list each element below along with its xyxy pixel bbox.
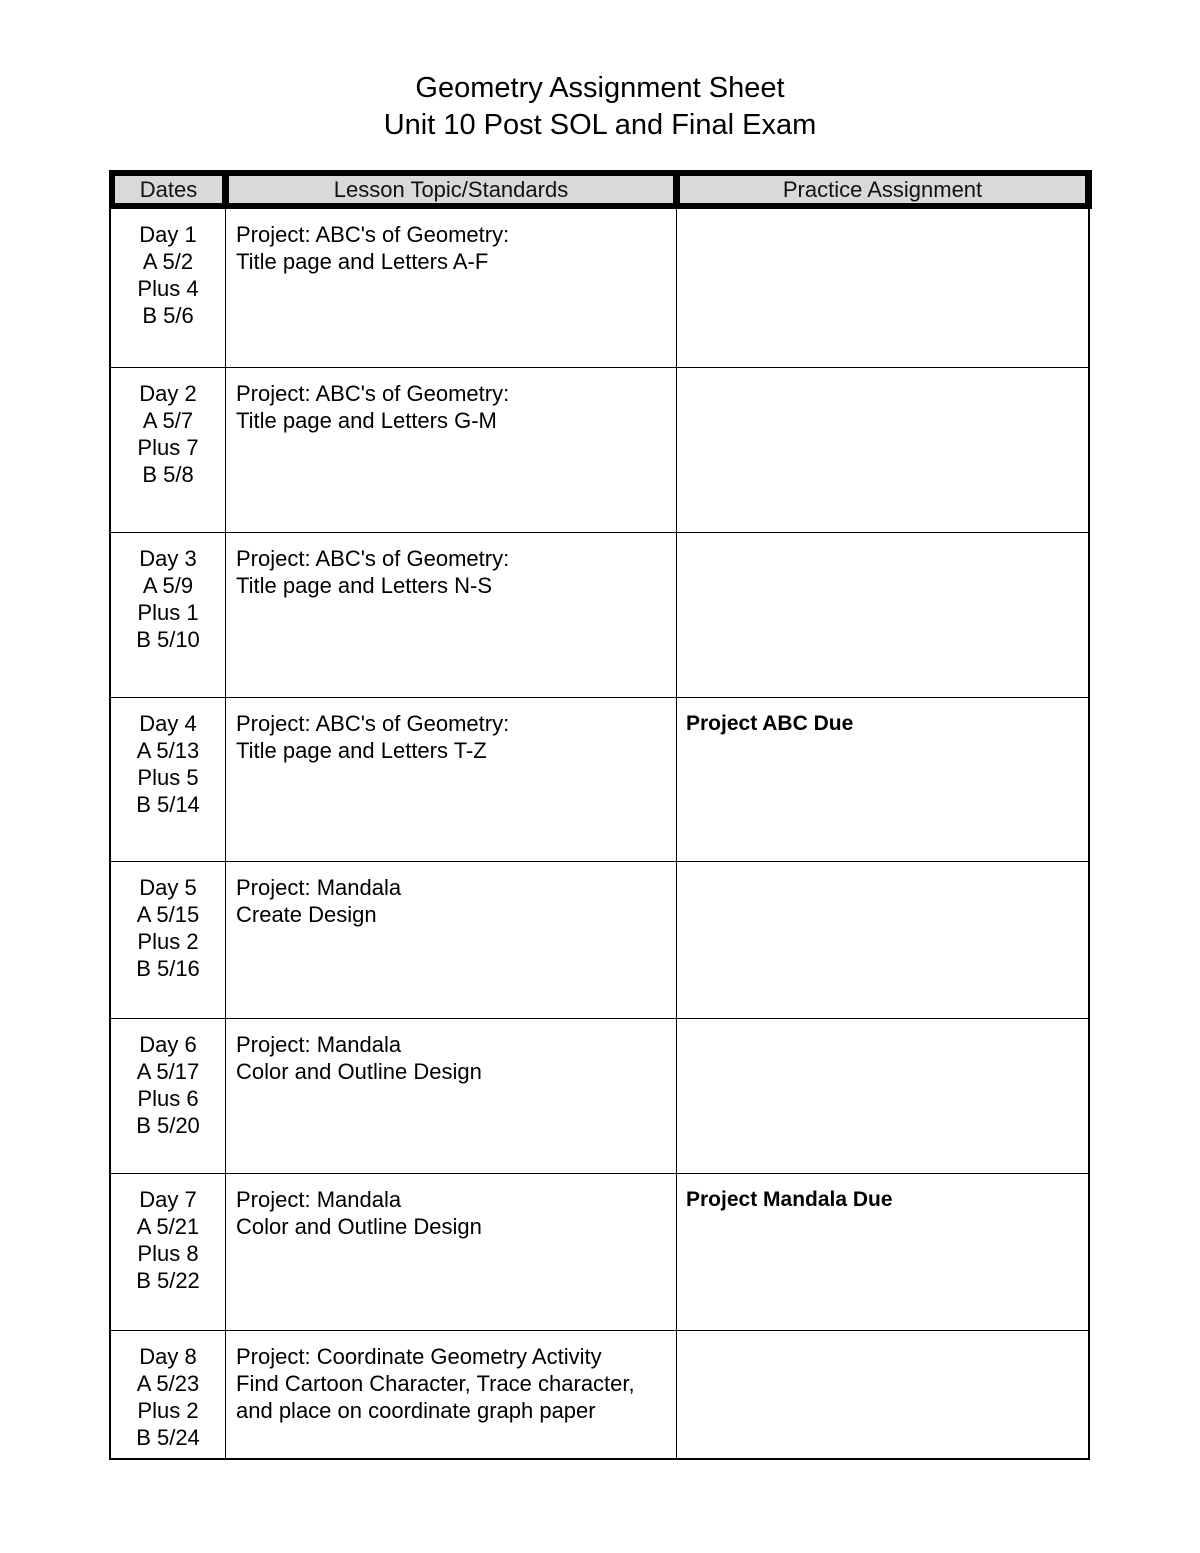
topic-cell — [226, 1019, 677, 1173]
day-label: Day 4 — [139, 711, 197, 736]
dates-cell — [111, 533, 226, 697]
plus-label: Plus 1 — [137, 600, 199, 625]
dates-cell — [111, 1331, 226, 1458]
dates-cell — [111, 368, 226, 532]
title-line-2: Unit 10 Post SOL and Final Exam — [383, 109, 817, 141]
dates-cell — [111, 1174, 226, 1330]
topic-line: Create Design — [236, 902, 377, 927]
topic-cell — [226, 533, 677, 697]
table-row — [111, 1331, 1088, 1458]
a-date: A 5/15 — [136, 902, 200, 927]
topic-line: Find Cartoon Character, Trace character, — [236, 1371, 635, 1396]
plus-label: Plus 4 — [137, 276, 199, 301]
title-line-1: Geometry Assignment Sheet — [415, 72, 785, 104]
topic-line: Color and Outline Design — [236, 1214, 482, 1239]
topic-line: Project: Mandala — [236, 875, 402, 900]
table-row — [111, 862, 1088, 1019]
practice-cell — [677, 1019, 1088, 1173]
topic-line: Project: ABC's of Geometry: — [236, 381, 510, 406]
practice-cell — [677, 1331, 1088, 1458]
table-row — [111, 698, 1088, 862]
topic-cell — [226, 698, 677, 861]
table-row — [111, 1174, 1088, 1331]
b-date: B 5/16 — [136, 956, 200, 981]
table-row — [111, 368, 1088, 533]
dates-cell — [111, 862, 226, 1018]
day-label: Day 8 — [139, 1344, 197, 1369]
plus-label: Plus 8 — [137, 1241, 199, 1266]
dates-cell — [111, 698, 226, 861]
practice-cell: Project ABC Due — [686, 712, 854, 735]
day-label: Day 2 — [139, 381, 197, 406]
header-practice-assignment: Practice Assignment — [680, 176, 1085, 203]
plus-label: Plus 5 — [137, 765, 199, 790]
topic-cell — [226, 1331, 677, 1458]
table-row — [111, 1019, 1088, 1174]
topic-cell — [226, 1174, 677, 1330]
practice-cell — [677, 209, 1088, 367]
topic-line: Project: ABC's of Geometry: — [236, 711, 510, 736]
b-date: B 5/22 — [136, 1268, 200, 1293]
a-date: A 5/17 — [136, 1059, 200, 1084]
topic-cell — [226, 862, 677, 1018]
topic-cell — [226, 209, 677, 367]
day-label: Day 5 — [139, 875, 197, 900]
dates-cell — [111, 209, 226, 367]
day-label: Day 1 — [139, 222, 197, 247]
a-date: A 5/2 — [142, 249, 194, 274]
a-date: A 5/9 — [142, 573, 194, 598]
topic-line: Title page and Letters A-F — [236, 249, 489, 274]
practice-cell — [677, 533, 1088, 697]
day-label: Day 3 — [139, 546, 197, 571]
practice-cell: Project Mandala Due — [686, 1188, 893, 1211]
day-label: Day 6 — [139, 1032, 197, 1057]
table-row — [111, 533, 1088, 698]
assignment-table — [109, 170, 1092, 1460]
topic-line: Title page and Letters N-S — [236, 573, 492, 598]
header-lesson-topic: Lesson Topic/Standards — [229, 176, 673, 203]
plus-label: Plus 7 — [137, 435, 199, 460]
topic-line: and place on coordinate graph paper — [236, 1398, 596, 1423]
plus-label: Plus 6 — [137, 1086, 199, 1111]
practice-cell — [677, 368, 1088, 532]
topic-line: Color and Outline Design — [236, 1059, 482, 1084]
practice-cell — [677, 862, 1088, 1018]
topic-line: Title page and Letters T-Z — [236, 738, 487, 763]
a-date: A 5/7 — [142, 408, 194, 433]
topic-cell — [226, 368, 677, 532]
plus-label: Plus 2 — [137, 929, 199, 954]
a-date: A 5/21 — [136, 1214, 200, 1239]
day-label: Day 7 — [139, 1187, 197, 1212]
dates-cell — [111, 1019, 226, 1173]
table-body — [109, 209, 1090, 1460]
b-date: B 5/10 — [136, 627, 200, 652]
b-date: B 5/6 — [142, 303, 194, 328]
b-date: B 5/8 — [142, 462, 194, 487]
b-date: B 5/20 — [136, 1113, 200, 1138]
table-row — [111, 209, 1088, 368]
b-date: B 5/14 — [136, 792, 200, 817]
header-dates: Dates — [115, 176, 222, 203]
table-header-row — [109, 170, 1092, 209]
topic-line: Title page and Letters G-M — [236, 408, 497, 433]
document-title — [0, 70, 1200, 144]
plus-label: Plus 2 — [137, 1398, 199, 1423]
b-date: B 5/24 — [136, 1425, 200, 1450]
topic-line: Project: Mandala — [236, 1032, 402, 1057]
a-date: A 5/13 — [136, 738, 200, 763]
topic-line: Project: Coordinate Geometry Activity — [236, 1344, 602, 1369]
topic-line: Project: Mandala — [236, 1187, 402, 1212]
a-date: A 5/23 — [136, 1371, 200, 1396]
topic-line: Project: ABC's of Geometry: — [236, 222, 510, 247]
topic-line: Project: ABC's of Geometry: — [236, 546, 510, 571]
